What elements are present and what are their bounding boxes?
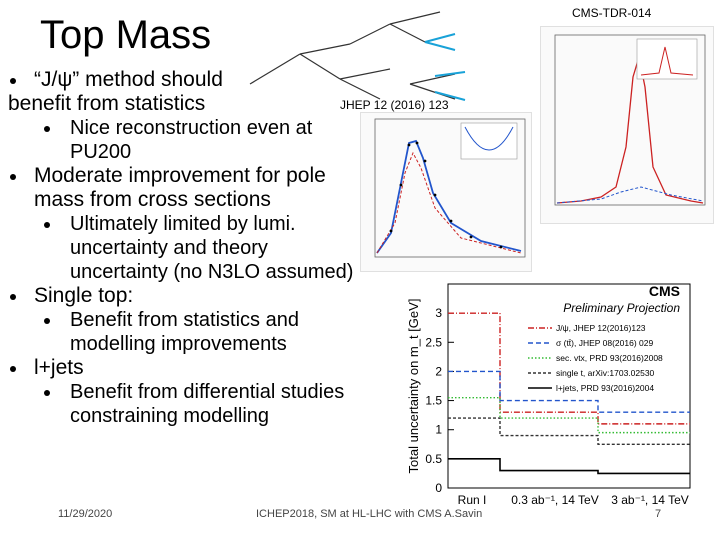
- simulation-plot-svg: [541, 27, 713, 223]
- bullet-dot: [44, 318, 50, 324]
- legend-label: sec. vtx, PRD 93(2016)2008: [556, 353, 663, 363]
- bullet-text: “J/ψ” method should: [34, 68, 223, 91]
- x-category-label: 3 ab⁻¹, 14 TeV: [611, 493, 689, 507]
- sub-bullet-text: constraining modelling: [70, 405, 270, 427]
- bullet-dot: [44, 126, 50, 132]
- x-category-label: Run I: [457, 493, 487, 507]
- mass-plot-svg: [361, 113, 531, 271]
- y-tick-label: 3: [435, 306, 442, 321]
- cms-brand: CMS: [648, 283, 680, 299]
- decay-diagram: [240, 4, 470, 104]
- bullet-dot: [44, 390, 50, 396]
- footer-center: ICHEP2018, SM at HL-LHC with CMS A.Savin: [256, 508, 483, 520]
- footer-page: 7: [655, 508, 662, 520]
- sub-bullet-text: Benefit from differential studies: [70, 381, 345, 403]
- y-tick-label: 2.5: [425, 335, 442, 350]
- y-tick-label: 1.5: [425, 393, 442, 408]
- bullet-dot: [10, 174, 16, 180]
- bullet-text: Moderate improvement for pole: [34, 164, 326, 187]
- y-tick-label: 1: [435, 422, 442, 437]
- sub-bullet-text: Ultimately limited by lumi.: [70, 213, 296, 235]
- legend-label: J/ψ, JHEP 12(2016)123: [556, 323, 646, 333]
- cms-simulation-figure: [540, 26, 714, 224]
- legend-label: single t, arXiv:1703.02530: [556, 368, 655, 378]
- y-tick-label: 0.5: [425, 451, 442, 466]
- cms-mass-figure: [360, 112, 532, 272]
- y-axis-label: Total uncertainty on m_t [GeV]: [406, 298, 421, 474]
- chart-subtitle: Preliminary Projection: [563, 301, 680, 315]
- y-tick-label: 2: [435, 364, 442, 379]
- bullet-text: Single top:: [34, 284, 134, 307]
- projection-chart: [400, 270, 700, 520]
- sub-bullet-text: Benefit from statistics and: [70, 309, 299, 331]
- footer-date: 11/29/2020: [58, 508, 113, 520]
- y-tick-label: 0: [435, 481, 442, 495]
- sub-bullet-text: Nice reconstruction even at: [70, 117, 313, 139]
- bullet-dot: [44, 222, 50, 228]
- legend-label: σ (tt̄), JHEP 08(2016) 029: [556, 338, 654, 348]
- ref-jhep: JHEP 12 (2016) 123: [340, 98, 449, 112]
- bullet-text: mass from cross sections: [34, 188, 271, 211]
- sub-bullet-text: PU200: [70, 141, 132, 163]
- bullet-text: benefit from statistics: [8, 92, 206, 115]
- ref-tdr: CMS-TDR-014: [572, 6, 652, 20]
- x-category-label: 0.3 ab⁻¹, 14 TeV: [511, 493, 599, 507]
- slide-title: Top Mass: [40, 13, 212, 57]
- bullet-text: l+jets: [34, 356, 84, 379]
- bullet-dot: [10, 294, 16, 300]
- legend-label: l+jets, PRD 93(2016)2004: [556, 383, 655, 393]
- sub-bullet-text: uncertainty and theory: [70, 237, 268, 259]
- bullet-dot: [10, 366, 16, 372]
- bullet-dot: [10, 78, 16, 84]
- sub-bullet-text: modelling improvements: [70, 333, 287, 355]
- sub-bullet-text: uncertainty (no N3LO assumed): [70, 261, 354, 283]
